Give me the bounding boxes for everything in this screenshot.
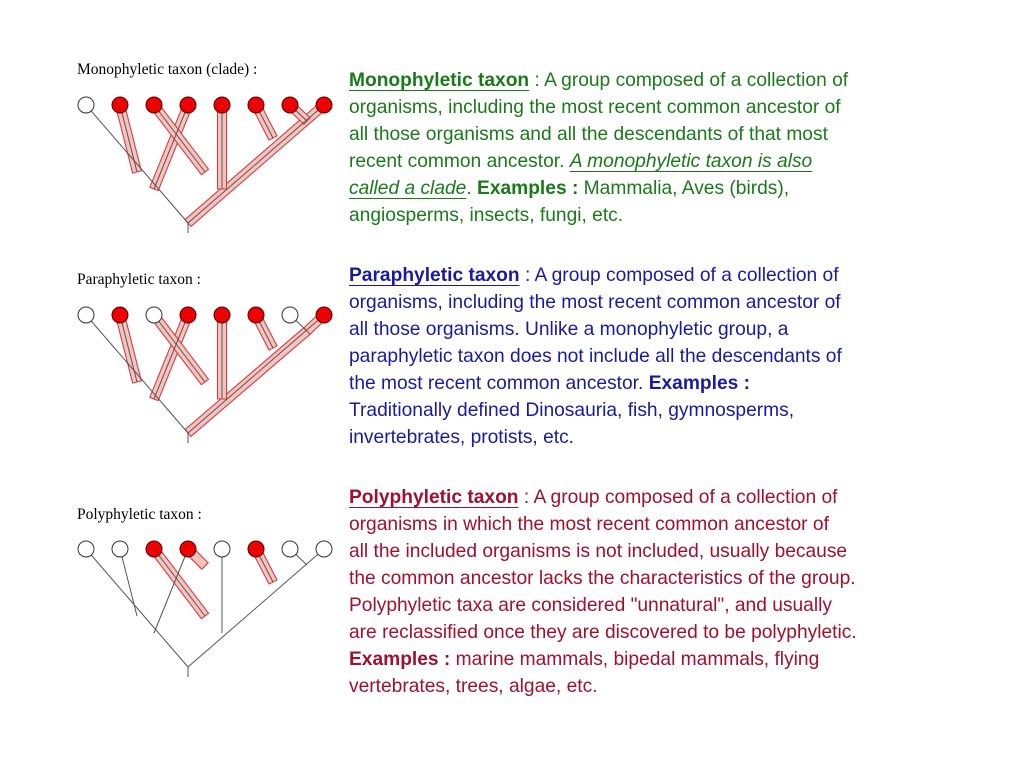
taxon-leaf-included [316, 97, 332, 113]
taxon-leaf-excluded [282, 307, 298, 323]
para-diagram-label: Paraphyletic taxon : [77, 271, 201, 288]
taxon-leaf-excluded [112, 541, 128, 557]
poly-line-4: the common ancestor lacks the characteristics of the group. [349, 568, 856, 589]
poly-diagram-label: Polyphyletic taxon : [77, 506, 202, 523]
para-term: Paraphyletic taxon [349, 265, 520, 286]
poly-line-1: : A group composed of a collection of [518, 487, 838, 508]
mono-cladogram [70, 90, 340, 240]
taxon-leaf-included [214, 307, 230, 323]
mono-definition [349, 67, 969, 229]
poly-line-2: organisms in which the most recent common ancestor of [349, 514, 829, 535]
taxon-leaf-included [112, 97, 128, 113]
mono-clade-note: A monophyletic taxon is also [569, 151, 813, 172]
para-line-4: paraphyletic taxon does not include all the descendants of [349, 346, 842, 367]
taxon-leaf-included [146, 97, 162, 113]
poly-line-5: Polyphyletic taxa are considered "unnatural", and usually [349, 595, 832, 616]
mono-line-1: : A group composed of a collection of [529, 70, 849, 91]
poly-cladogram [70, 534, 340, 684]
tree-branch [188, 549, 324, 667]
para-definition [349, 262, 969, 451]
mono-line-6: angiosperms, insects, fungi, etc. [349, 205, 624, 226]
tree-branch [120, 549, 137, 616]
taxon-leaf-included [180, 541, 196, 557]
para-examples-label: Examples : [648, 373, 751, 394]
para-line-2: organisms, including the most recent common ancestor of [349, 292, 841, 313]
para-line-3: all those organisms. Unlike a monophyletic group, a [349, 319, 789, 340]
taxon-leaf-included [180, 97, 196, 113]
taxon-leaf-excluded [146, 307, 162, 323]
mono-line-2: organisms, including the most recent common ancestor of [349, 97, 841, 118]
tree-branch [188, 315, 324, 433]
taxon-leaf-excluded [214, 541, 230, 557]
para-cladogram [70, 300, 340, 450]
para-line-6: Traditionally defined Dinosauria, fish, gymnosperms, [349, 400, 795, 421]
taxon-leaf-included [146, 541, 162, 557]
para-line-7: invertebrates, protists, etc. [349, 427, 575, 448]
poly-definition [349, 484, 969, 700]
poly-line-3: all the included organisms is not included, usually because [349, 541, 848, 562]
mono-line-5b: . [466, 178, 478, 199]
para-line-5a: the most recent common ancestor. [349, 373, 649, 394]
mono-examples-label: Examples : [477, 178, 579, 199]
tree-branch [188, 105, 324, 223]
tree-branch [120, 105, 137, 172]
mono-line-5d: Mammalia, Aves (birds), [578, 178, 790, 199]
poly-term: Polyphyletic taxon [349, 487, 519, 508]
poly-line-6: are reclassified once they are discovered to be polyphyletic. [349, 622, 857, 643]
para-line-1: : A group composed of a collection of [519, 265, 839, 286]
taxon-leaf-excluded [78, 541, 94, 557]
taxon-leaf-excluded [78, 307, 94, 323]
mono-line-4a: recent common ancestor. [349, 151, 570, 172]
mono-line-3: all those organisms and all the descendants of that most [349, 124, 828, 145]
mono-clade-note-end: called a clade [349, 178, 467, 199]
taxon-leaf-included [248, 307, 264, 323]
taxon-leaf-excluded [78, 97, 94, 113]
mono-term: Monophyletic taxon [349, 70, 530, 91]
taxon-leaf-included [112, 307, 128, 323]
poly-line-8: vertebrates, trees, algae, etc. [349, 676, 598, 697]
mono-diagram-label: Monophyletic taxon (clade) : [77, 61, 258, 78]
taxon-leaf-included [248, 541, 264, 557]
taxon-leaf-included [180, 307, 196, 323]
taxon-leaf-excluded [316, 541, 332, 557]
taxon-leaf-excluded [282, 541, 298, 557]
taxon-leaf-included [282, 97, 298, 113]
poly-line-7b: marine mammals, bipedal mammals, flying [450, 649, 820, 670]
taxon-leaf-included [214, 97, 230, 113]
taxon-leaf-included [316, 307, 332, 323]
tree-branch [120, 315, 137, 382]
taxon-leaf-included [248, 97, 264, 113]
poly-examples-label: Examples : [349, 649, 451, 670]
